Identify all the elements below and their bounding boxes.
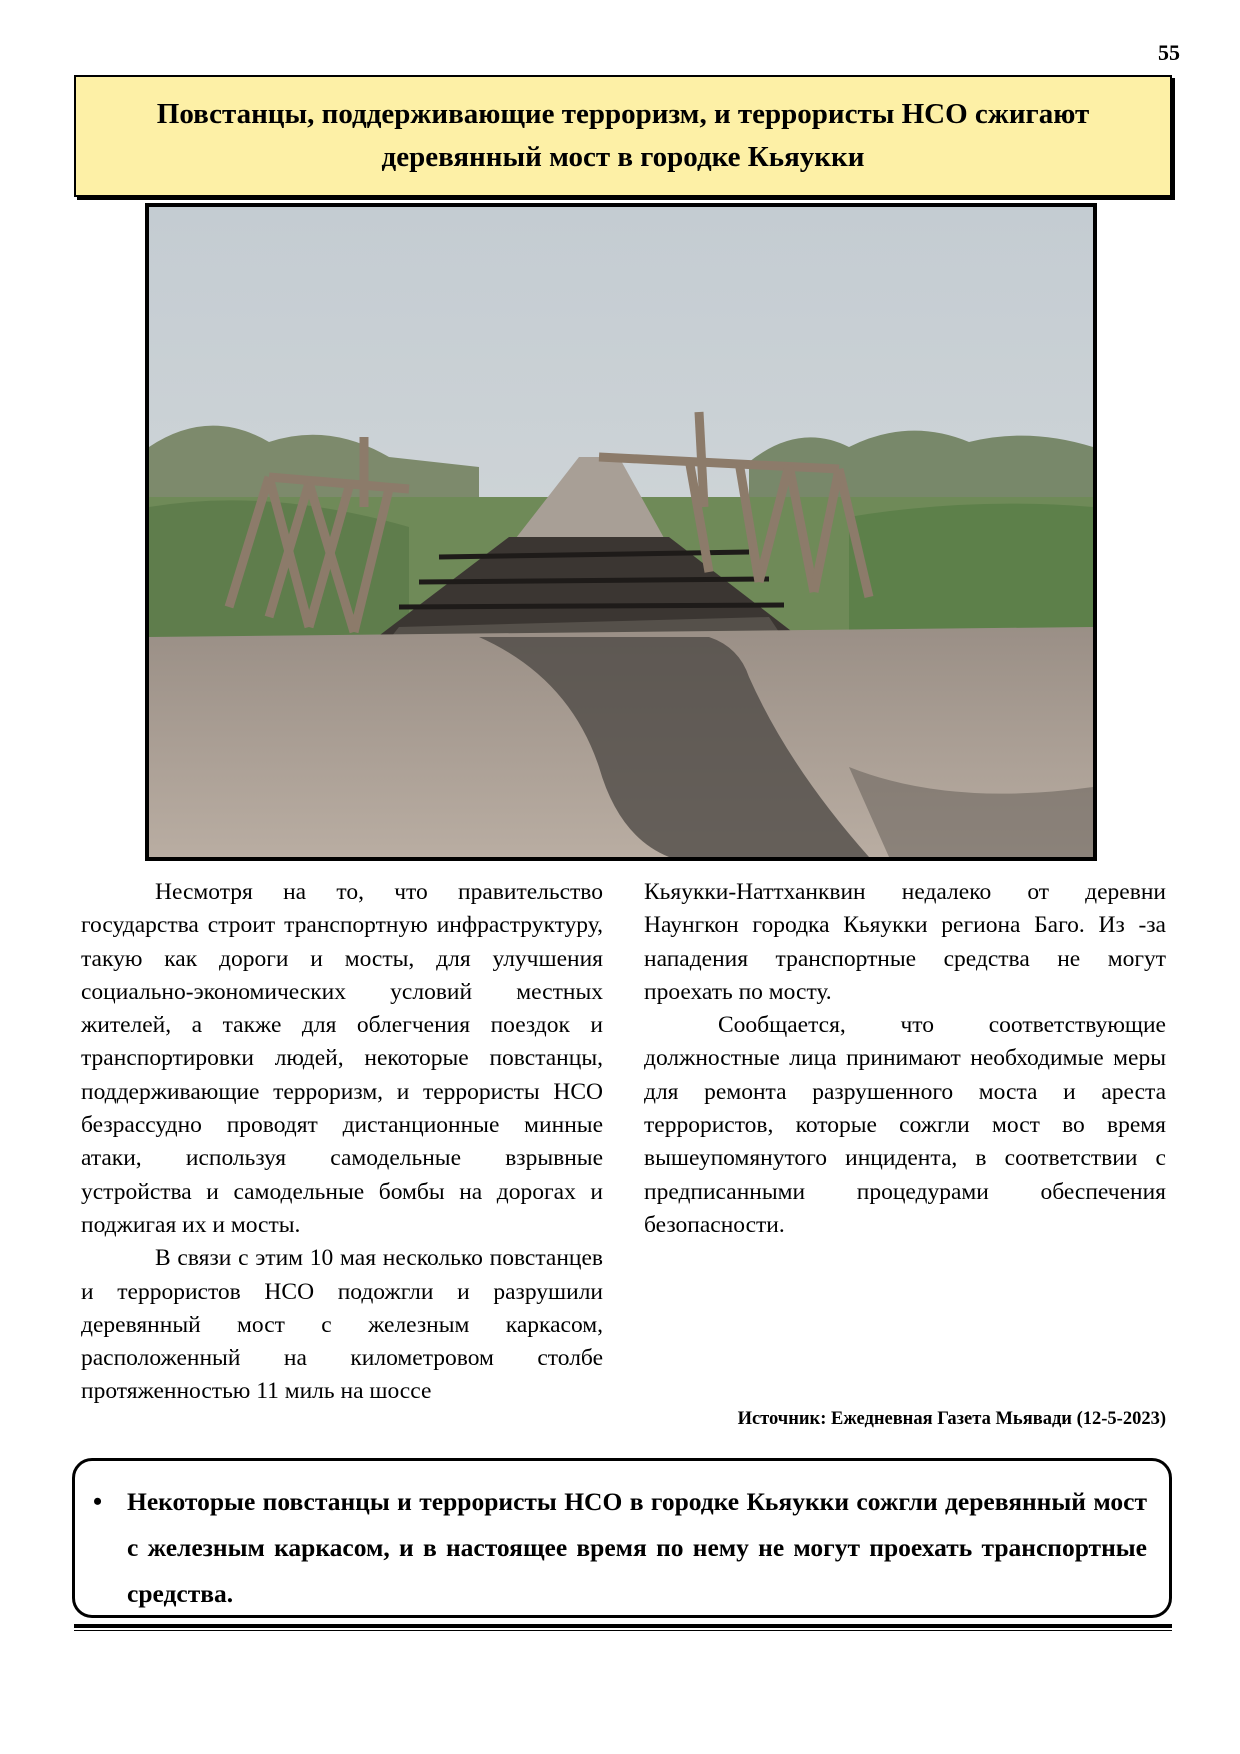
article-paragraph: В связи с этим 10 мая несколько повстанцев и террористов НСО подожгли и разрушили деревянный мост с железным каркасом, расположенный на километровом столбе протяженностью 11 миль на шоссе bbox=[81, 1245, 603, 1405]
summary-text: Некоторые повстанцы и террористы НСО в городке Кьяукки сожгли деревянный мост с железным каркасом, и в настоящее время по нему не могут проехать транспортные средства. bbox=[127, 1487, 1147, 1608]
article-column-left bbox=[81, 876, 603, 1409]
article-paragraph: Кьяукки-Наттханквин недалеко от деревни Наунгкон городка Кьяукки региона Баго. Из -за нападения транспортные средства не могут проехать по мосту. bbox=[644, 879, 1166, 1005]
article-title: Повстанцы, поддерживающие терроризм, и террористы НСО сжигают деревянный мост в городке Кьяукки bbox=[156, 98, 1090, 173]
summary-box bbox=[72, 1458, 1172, 1618]
article-column-right bbox=[644, 876, 1166, 1242]
source-citation: Источник: Ежедневная Газета Мьявади (12-5-2023) bbox=[737, 1409, 1166, 1429]
article-photo bbox=[145, 203, 1097, 861]
article-title-box bbox=[74, 75, 1172, 197]
bullet-icon: • bbox=[93, 1487, 103, 1516]
article-paragraph: Сообщается, что соответствующие должностные лица принимают необходимые меры для ремонта разрушенного моста и ареста террористов, которые сожгли мост во время вышеупомянутого инцидента, в соответствии с предписанными процедурами обеспечения безопасности. bbox=[644, 1012, 1166, 1238]
burned-bridge-photo-icon bbox=[149, 207, 1093, 857]
footer-rule-thin bbox=[74, 1630, 1172, 1631]
footer-rule bbox=[74, 1624, 1172, 1628]
page-number: 55 bbox=[1158, 40, 1180, 65]
article-paragraph: Несмотря на то, что правительство государства строит транспортную инфраструктуру, такую как дороги и мосты, для улучшения социально-экономических условий местных жителей, а также для облегчения поездок и транспортировки людей, некоторые повстанцы, поддерживающие терроризм, и террористы НСО безрассудно проводят дистанционные минные атаки, используя самодельные взрывные устройства и самодельные бомбы на дорогах и поджигая их и мосты. bbox=[81, 879, 603, 1238]
